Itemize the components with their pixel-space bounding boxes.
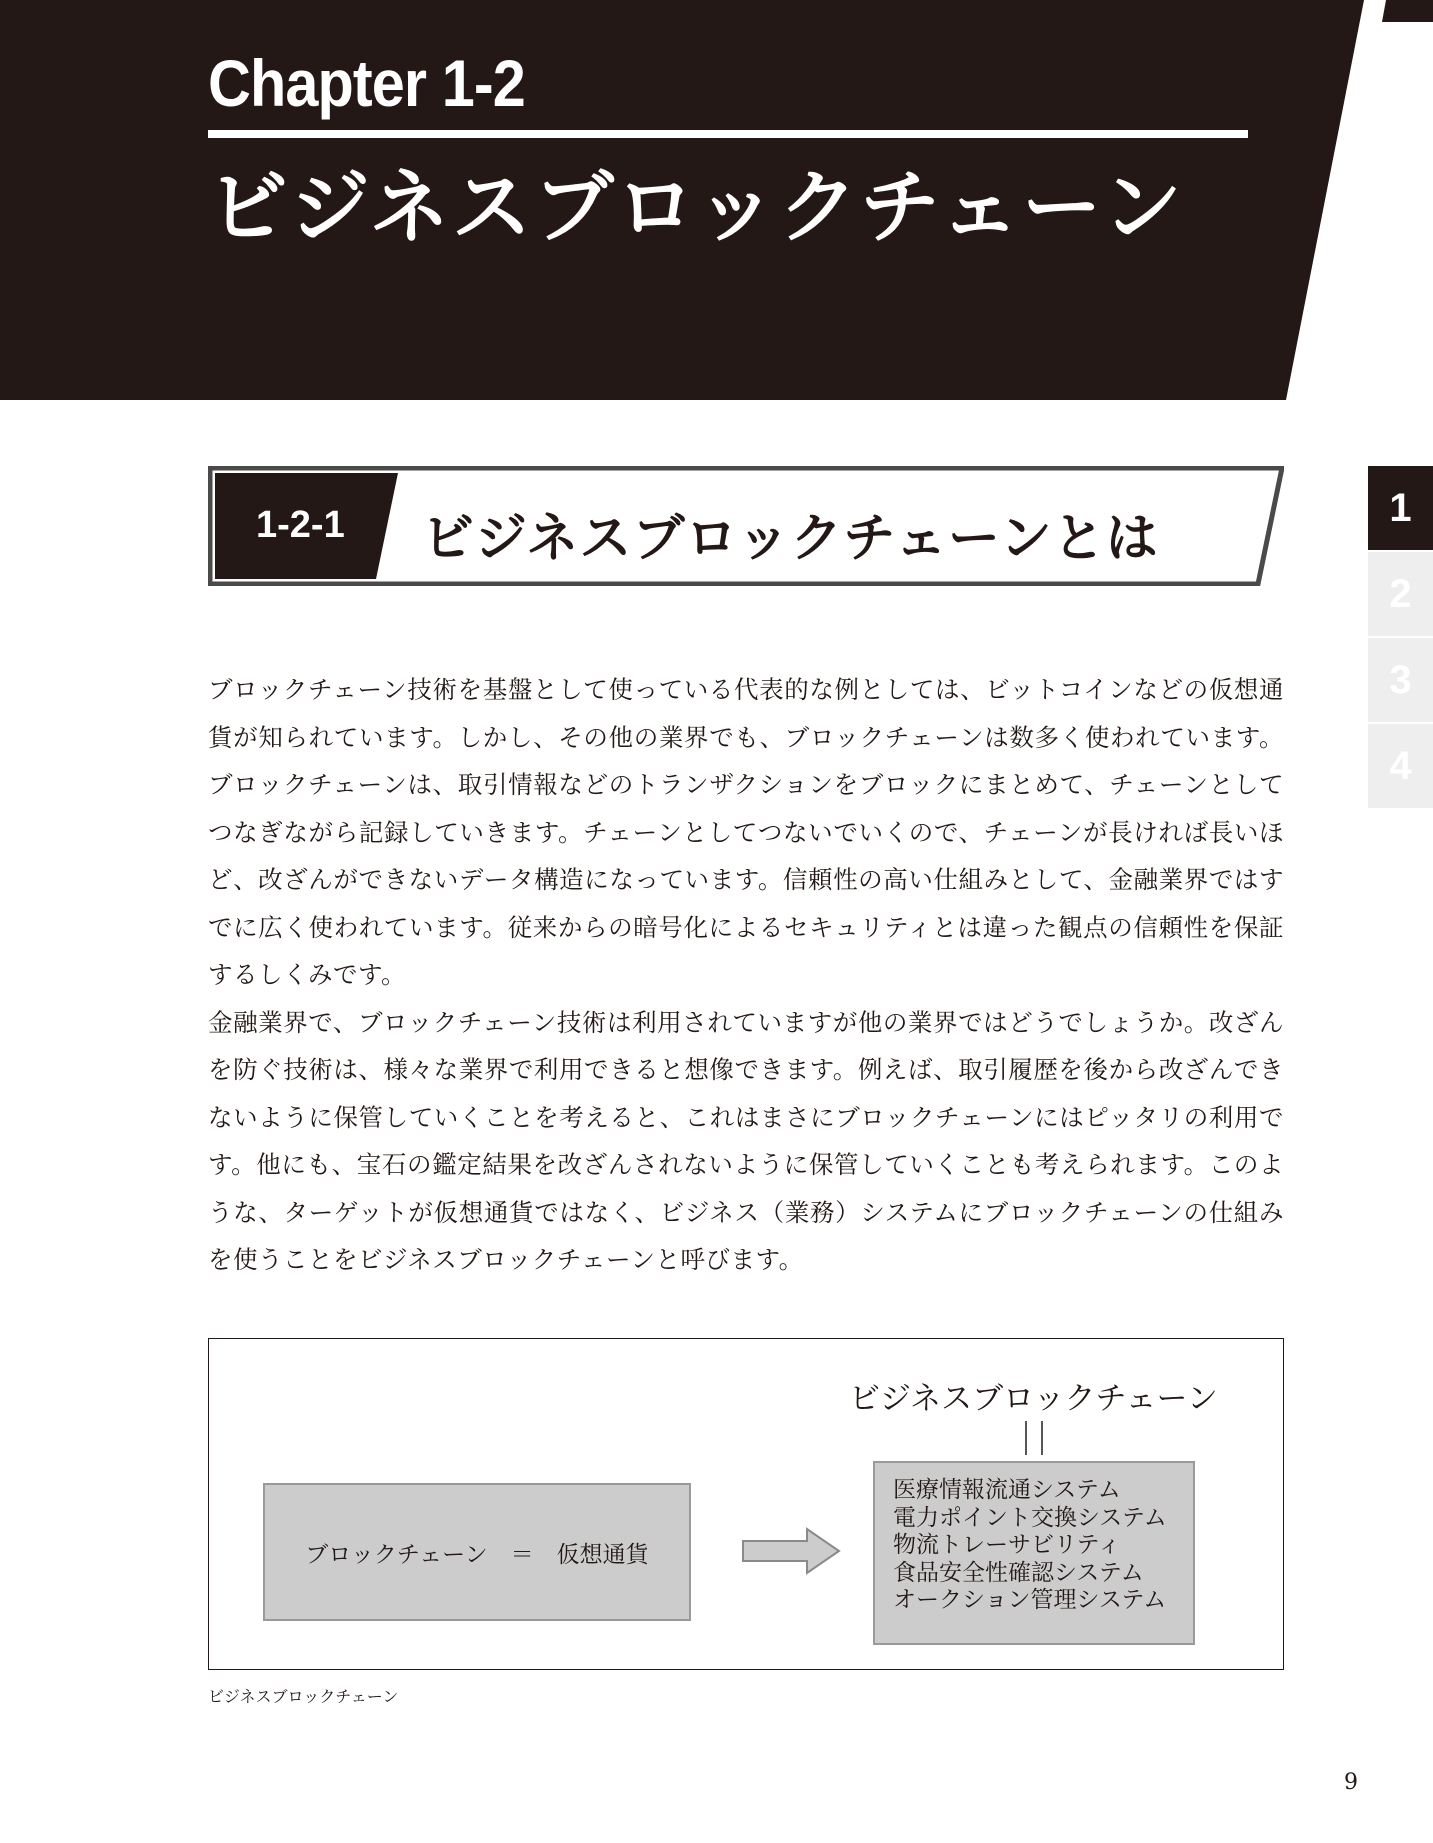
chapter-rule [208,130,1248,138]
chapter-title: ビジネスブロックチェーン [208,161,1184,254]
body-paragraph-2: 金融業界で、ブロックチェーン技術は利用されていますが他の業界ではどうでしょうか。改ざんを防ぐ技術は、様々な業界で利用できると想像できます。例えば、取引履歴を後から改ざんできないように保管していくことを考えると、これはまさにブロックチェーンにはピッタリの利用です。他にも、宝石の鑑定結果を改ざんされないように保管していくことも考えられます。このような、ターゲットが仮想通貨ではなく、ビジネス（業務）システムにブロックチェーンの仕組みを使うことをビジネスブロックチェーンと呼びます。 [208,1007,1284,1274]
blockchain-equals-crypto-box [263,1483,691,1621]
section-title: ビジネスブロックチェーンとは [422,509,1159,569]
side-tab-2[interactable]: 2 [1368,552,1433,636]
chapter-label: Chapter 1-2 [208,46,525,120]
side-tab-3[interactable]: 3 [1368,638,1433,722]
business-systems-box [873,1461,1195,1645]
figure-title: ビジネスブロックチェーン [849,1381,1218,1417]
body-paragraph-1: ブロックチェーン技術を基盤として使っている代表的な例としては、ビットコインなどの仮想通貨が知られています。しかし、その他の業界でも、ブロックチェーンは数多く使われています。ブロックチェーンは、取引情報などのトランザクションをブロックにまとめて、チェーンとしてつなぎながら記録していきます。チェーンとしてつないでいくので、チェーンが長ければ長いほど、改ざんができないデータ構造になっています。信頼性の高い仕組みとして、金融業界ではすでに広く使われています。従来からの暗号化によるセキュリティとは違った観点の信頼性を保証するしくみです。 [208,675,1284,989]
figure-caption: ビジネスブロックチェーン [208,1687,399,1706]
right-arrow-icon [741,1527,841,1575]
business-system-item: 物流トレーサビリティ [893,1532,1121,1558]
side-tab-1[interactable]: 1 [1368,466,1433,550]
equals-sign-icon [1025,1421,1043,1455]
business-system-item: 食品安全性確認システム [893,1559,1144,1586]
business-system-item: 電力ポイント交換システム [893,1504,1167,1531]
body-text [208,666,1284,1284]
business-system-item: 医療情報流通システム [893,1477,1121,1503]
chapter-side-tabs [1368,466,1433,810]
blockchain-equals-crypto-text: ブロックチェーン ＝ 仮想通貨 [305,1541,649,1568]
section-heading [208,466,1284,586]
page-number: 9 [1344,1770,1358,1795]
figure-diagram [208,1338,1284,1670]
chapter-header-band [0,0,1433,400]
side-tab-4[interactable]: 4 [1368,724,1433,808]
section-number: 1-2-1 [256,504,345,546]
business-system-item: オークション管理システム [893,1587,1167,1613]
